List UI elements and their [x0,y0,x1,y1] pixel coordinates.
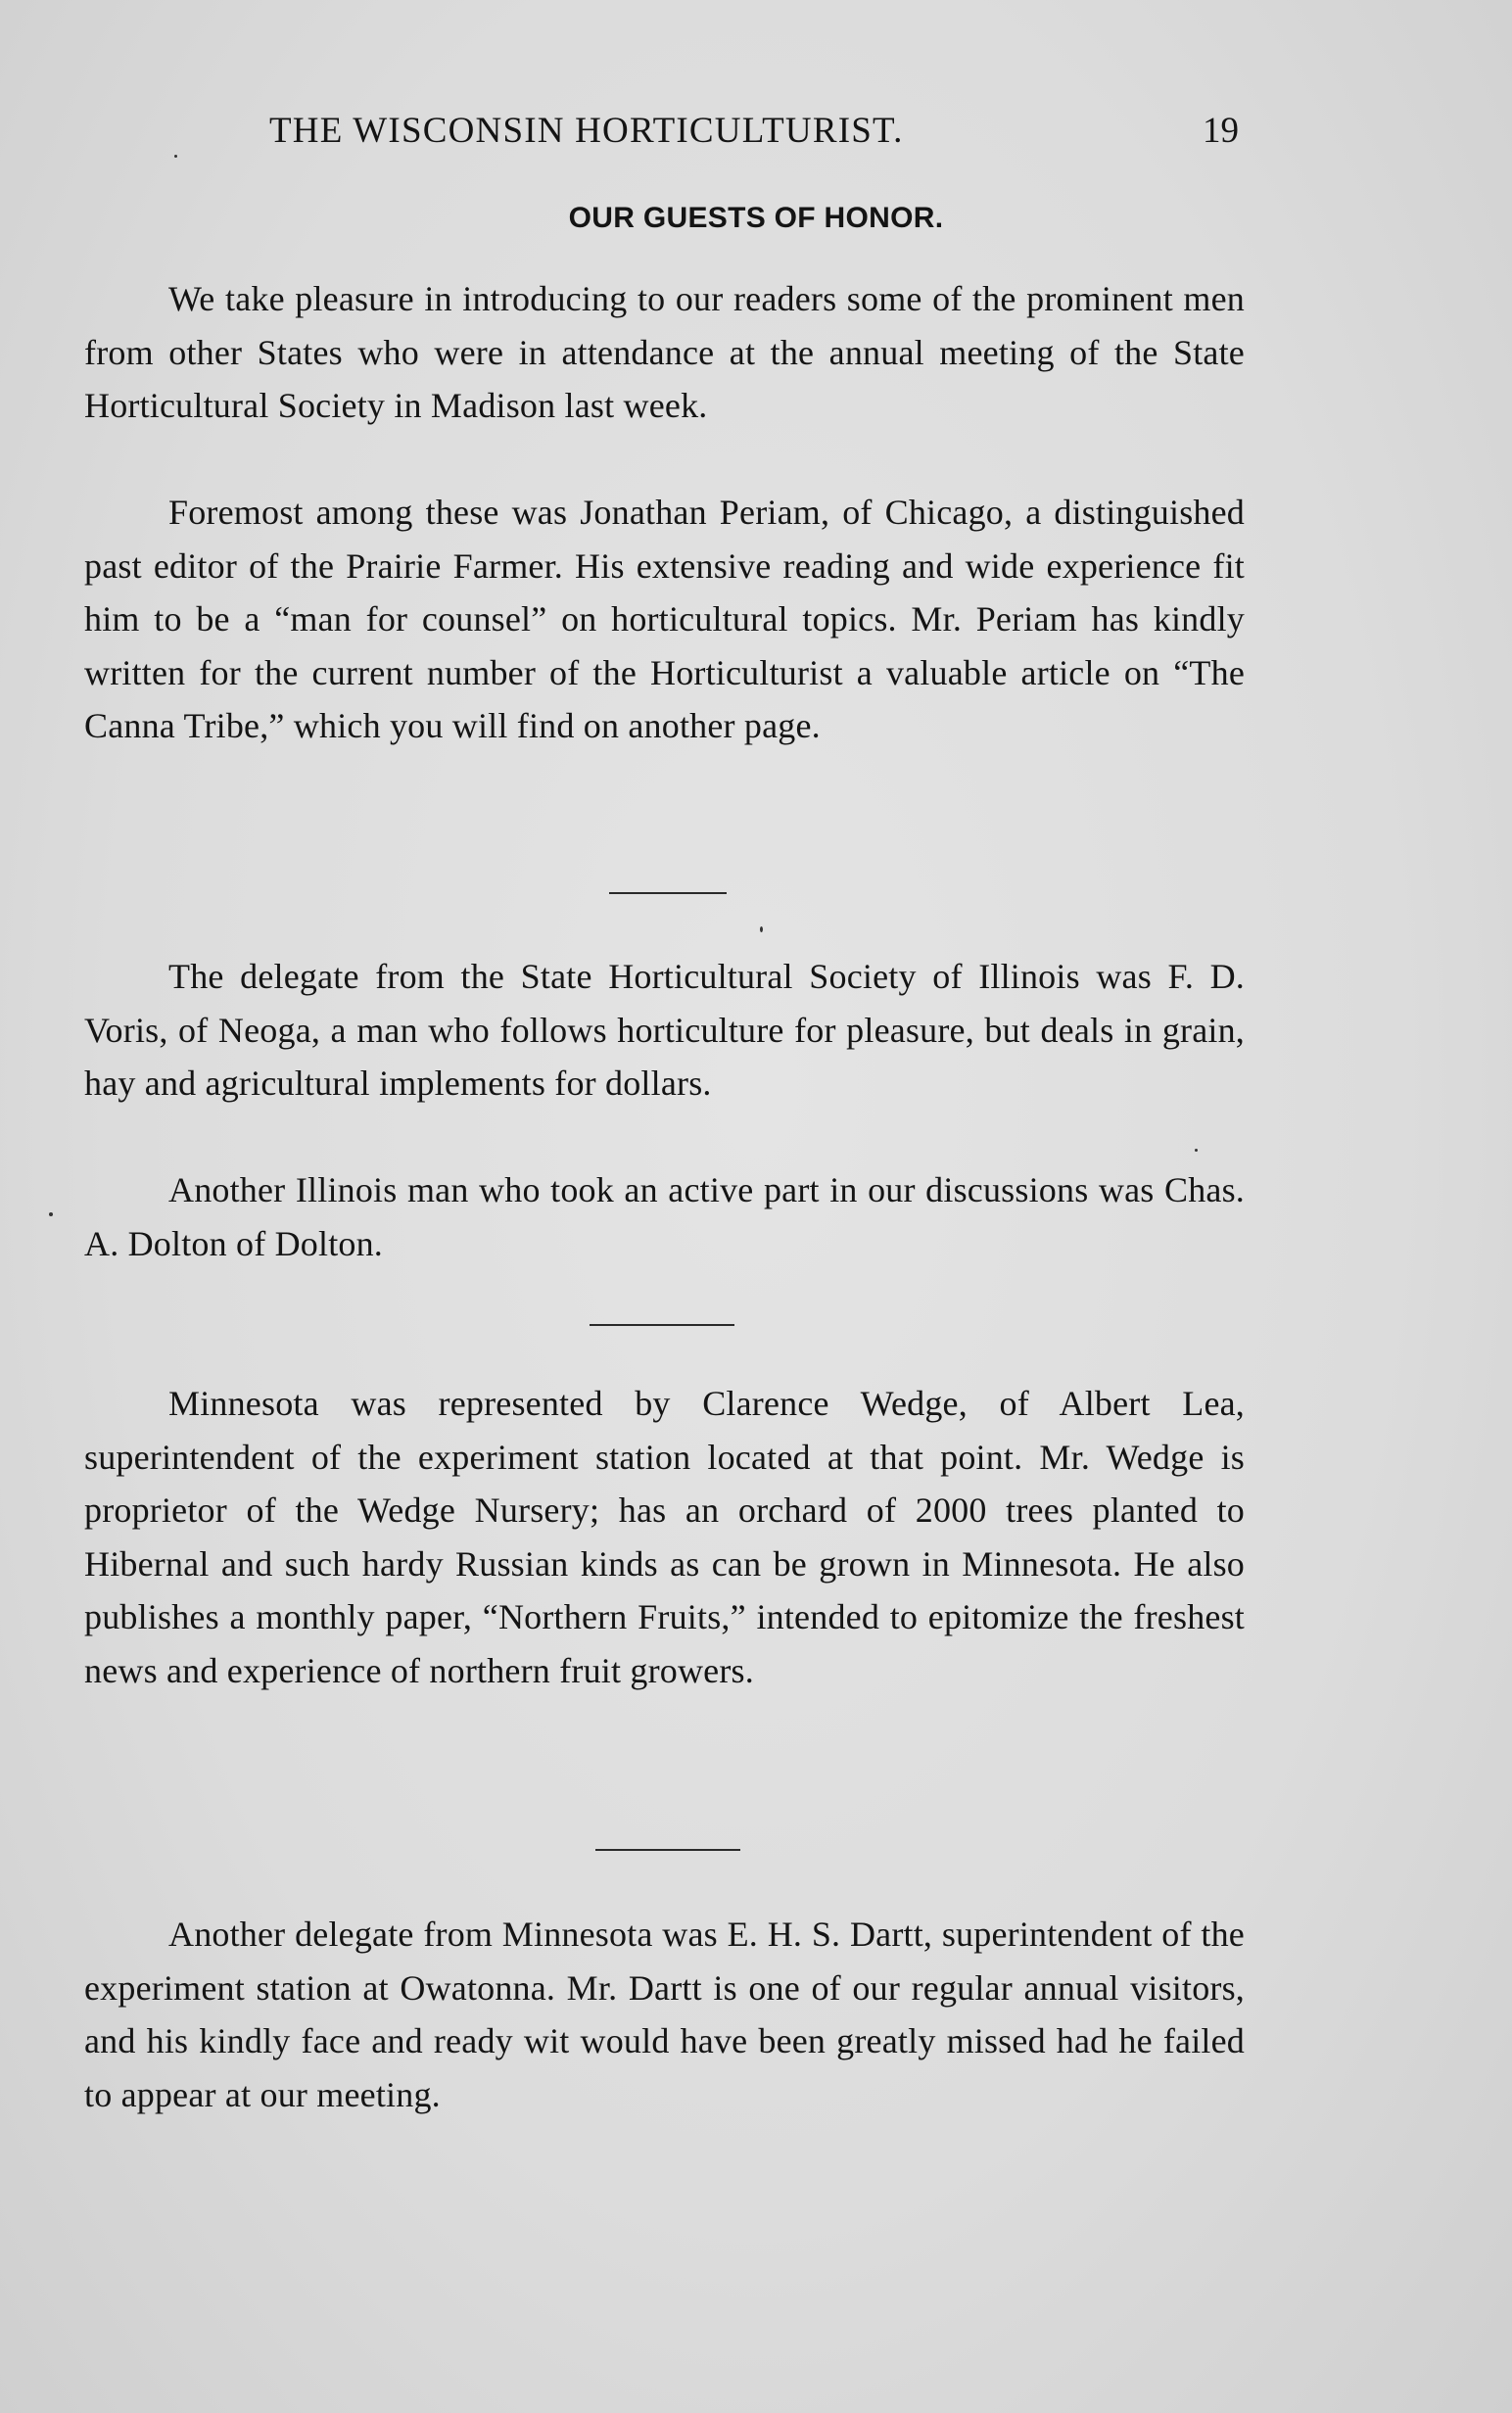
paragraph-dartt: Another delegate from Minnesota was E. H. S. Dartt, superintendent of the experiment station at Owatonna. Mr. Dartt is one of our regular annual visitors, and his kindly face and ready wit would have been greatly missed had he failed to appear at our meeting. [84,1915,1245,2114]
running-head: THE WISCONSIN HORTICULTURIST. [269,111,904,151]
paragraph-wedge: Minnesota was represented by Clarence Wedge, of Albert Lea, superintendent of the experiment station located at that point. Mr. Wedge is proprietor of the Wedge Nursery; has an orchard of 2000 trees planted to Hibernal and such hardy Russian kinds as can be grown in Minnesota. He also publishes a monthly paper, “Northern Fruits,” intended to epitomize the freshest news and experience of northern fruit growers. [84,1384,1245,1690]
paragraph-intro: We take pleasure in introducing to our readers some of the prominent men from other States who were in attendance at the annual meeting of the State Horticultural Society in Madison last week. [84,279,1245,425]
page-number: 19 [1203,111,1239,151]
section-divider [590,1324,734,1326]
paragraph-dolton: Another Illinois man who took an active part in our discussions was Chas. A. Dolton of Dolton. [84,1170,1245,1263]
print-speck [760,926,763,932]
paragraph-periam: Foremost among these was Jonathan Periam, of Chicago, a distinguished past editor of the Prairie Farmer. His extensive reading and wide experience fit him to be a “man for counsel” on horticultural topics. Mr. Periam has kindly written for the current number of the Horticulturist a valuable article on “The Canna Tribe,” which you will find on another page. [84,493,1245,745]
print-speck [1195,1149,1198,1152]
section-divider [595,1849,740,1851]
print-speck [49,1212,53,1216]
print-speck [174,155,177,158]
section-divider [609,892,727,894]
article-title: OUR GUESTS OF HONOR. [568,202,944,234]
paragraph-voris: The delegate from the State Horticultural Society of Illinois was F. D. Voris, of Neoga, a man who follows horticulture for pleasure, but deals in grain, hay and agricultural implements for dollars. [84,957,1245,1103]
